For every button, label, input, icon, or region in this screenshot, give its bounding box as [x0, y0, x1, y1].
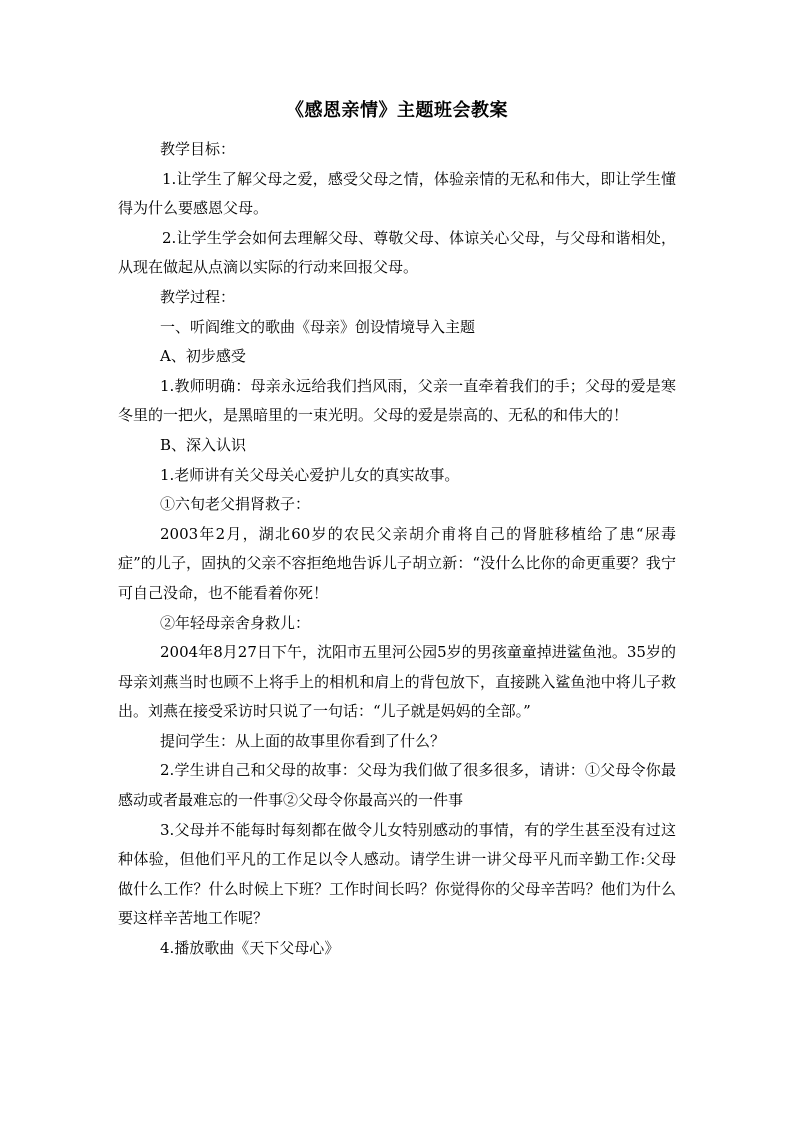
paragraph-student-stories: 2.学生讲自己和父母的故事：父母为我们做了很多很多，请讲：①父母令你最感动或者最难忘的一件事②父母令你最高兴的一件事: [118, 761, 676, 810]
paragraph-question: 提问学生：从上面的故事里你看到了什么？: [160, 731, 446, 750]
paragraph-teacher-statement: 1.教师明确：母亲永远给我们挡风雨，父亲一直牵着我们的手；父母的爱是寒冬里的一把火，是黑暗里的一束光明。父母的爱是崇高的、无私的和伟大的！: [118, 376, 676, 425]
document-body: [118, 135, 676, 964]
paragraph-goal-2: 2.让学生学会如何去理解父母、尊敬父母、体谅关心父母，与父母和谐相处，从现在做起从点滴以实际的行动来回报父母。: [118, 228, 676, 277]
paragraph-parents-work: 3.父母并不能每时每刻都在做令儿女特别感动的事情，有的学生甚至没有过这种体验，但他们平凡的工作足以令人感动。请学生讲一讲父母平凡而辛勤工作:父母做什么工作？什么时候上下班？工作时间长吗？你觉得你的父母辛苦吗？他们为什么要这样辛苦地工作呢？: [118, 820, 676, 928]
paragraph-story-2: 2004年8月27日下午，沈阳市五里河公园5岁的男孩童童掉进鲨鱼池。35岁的母亲刘燕当时也顾不上将手上的相机和肩上的背包放下，直接跳入鲨鱼池中将儿子救出。刘燕在接受采访时只说了一句话：“儿子就是妈妈的全部。”: [118, 643, 676, 721]
document-title: 《感恩亲情》主题班会教案: [286, 100, 508, 121]
paragraph-teaching-goals-heading: 教学目标：: [160, 140, 236, 158]
paragraph-subsection-b: B、深入认识: [160, 435, 247, 454]
paragraph-teaching-process-heading: 教学过程：: [160, 287, 236, 306]
paragraph-story-1-heading: ①六旬老父捐肾救子：: [160, 495, 311, 514]
paragraph-song: 4.播放歌曲《天下父母心》: [160, 939, 340, 958]
paragraph-story-1: 2003年2月，湖北60岁的农民父亲胡介甫将自己的肾脏移植给了患“尿毒症”的儿子，固执的父亲不容拒绝地告诉儿子胡立新：“没什么比你的命更重要？我宁可自己没命，也不能看着你死！: [118, 524, 676, 602]
paragraph-section-one-heading: 一、听阎维文的歌曲《母亲》创设情境导入主题: [160, 317, 476, 336]
paragraph-true-stories: 1.老师讲有关父母关心爱护儿女的真实故事。: [160, 465, 460, 484]
paragraph-subsection-a: A、初步感受: [160, 347, 246, 366]
paragraph-story-2-heading: ②年轻母亲舍身救儿：: [160, 613, 311, 632]
paragraph-goal-1: 1.让学生了解父母之爱，感受父母之情，体验亲情的无私和伟大，即让学生懂得为什么要感恩父母。: [118, 169, 676, 218]
